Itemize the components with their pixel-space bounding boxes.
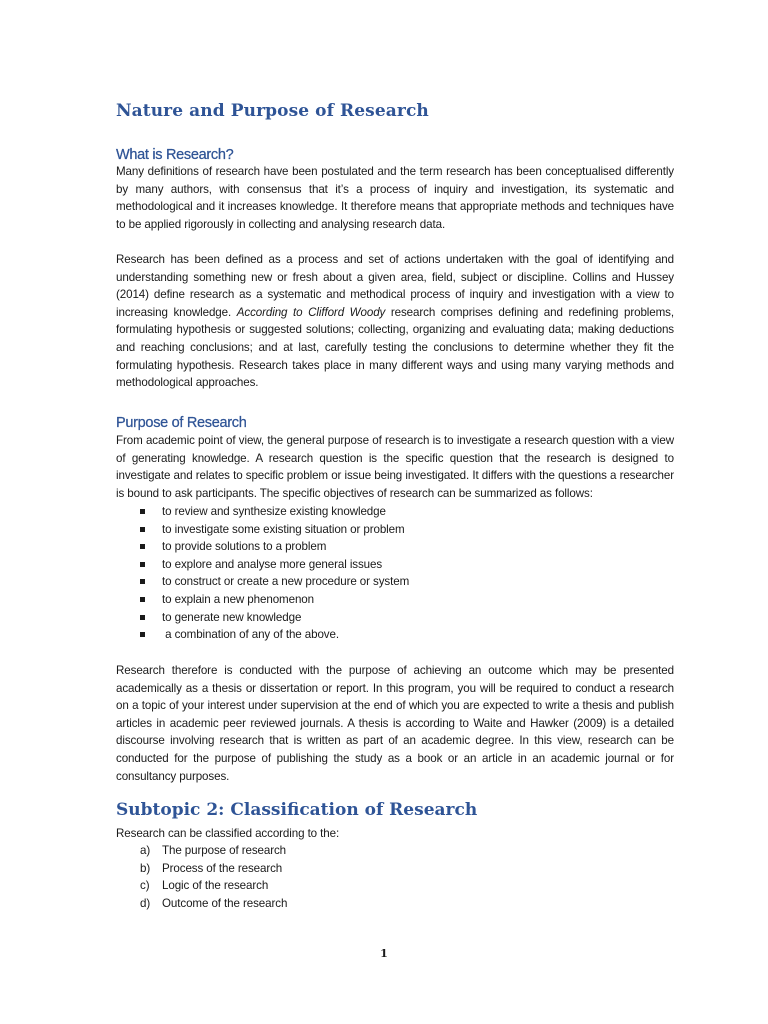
list-item [140,842,287,860]
list-marker: b) [140,861,151,875]
paragraph-purpose-1: From academic point of view, the general purpose of research is to investigate a research question with a view of generating knowledge. A research question is the specific question that the research is designed to investigate and relates to specific problem or issue being investigated. It differs with the questions a researcher is bound to ask participants. The specific objectives of research can be summarized as follows: [116,434,674,500]
classification-list [140,842,287,912]
bullet-square-icon [140,615,145,620]
bullet-square-icon [140,544,145,549]
list-item [140,877,287,895]
bullet-square-icon [140,579,145,584]
list-marker: c) [140,879,150,893]
bullet-square-icon [140,509,145,514]
list-item-text: to provide solutions to a problem [162,540,327,554]
list-item-text: to construct or create a new procedure or system [162,575,410,589]
list-item [140,591,409,609]
list-item-text: to explain a new phenomenon [162,592,314,606]
paragraph-what-1: Many definitions of research have been postulated and the term research has been conceptualised differently by many authors, with consensus that it’s a process of inquiry and investigation, its systematic and methodological and it increases knowledge. It therefore means that appropriate methods and techniques have to be applied rigorously in collecting and analysing research data. [116,165,674,231]
objectives-list [140,503,409,644]
subtopic-heading: Subtopic 2: Classification of Research [116,800,478,820]
list-item-text: Outcome of the research [162,896,288,910]
subtopic-intro: Research can be classified according to the: [116,827,340,840]
bullet-square-icon [140,562,145,567]
paragraph-what-2-part-1: Research has been defined as a process and set of actions undertaken with the goal of identifying and understanding something new or fresh about a given area, field, subject or discipline. Collins and Hussey (2014) define research as a systematic and methodical process of inquiry and investigation with a view to increasing knowledge. [116,253,674,319]
list-item-text: to review and synthesize existing knowledge [162,505,386,518]
list-item-text: The purpose of research [162,844,287,857]
paragraph-what-2-italic: According to Clifford Woody [236,305,386,319]
list-item [140,556,409,574]
list-item [140,573,409,591]
list-item [140,609,409,627]
list-item-text: to explore and analyse more general issues [162,557,383,571]
paragraph-purpose-2: Research therefore is conducted with the purpose of achieving an outcome which may be presented academically as a thesis or dissertation or report. In this program, you will be required to conduct a research on a topic of your interest under supervision at the end of which you are expected to write a thesis and publish articles in academic peer reviewed journals. A thesis is according to Waite and Hawker (2009) is a detailed discourse involving research that is written as part of an academic degree. In this view, research can be conducted for the purpose of publishing the study as a book or an article in an academic journal or for consultancy purposes. [116,664,674,783]
list-item [140,860,287,878]
heading-what-is-research: What is Research? [116,147,234,163]
bullet-square-icon [140,527,145,532]
paragraph-what-2-part-2: research comprises defining and redefining problems, formulating hypothesis or suggested solutions; collecting, organizing and evaluating data; making deductions and reaching conclusions; and at last, carefully testing the conclusions to determine whether they fit the formulating hypothesis. Research takes place in many different ways and using many varying methods and methodological approaches. [116,305,674,390]
list-item-text: to investigate some existing situation or problem [162,522,405,536]
bullet-square-icon [140,597,145,602]
list-marker: a) [140,844,151,857]
page-number: 1 [380,947,388,960]
list-item-text: to generate new knowledge [162,610,302,624]
list-item [140,895,287,913]
list-item [140,538,409,556]
list-marker: d) [140,896,151,910]
paragraph-what-2 [116,251,674,392]
list-item [140,626,409,644]
list-item [140,503,409,521]
list-item-text: Logic of the research [162,879,269,893]
heading-purpose-of-research: Purpose of Research [116,415,247,431]
list-item [140,521,409,539]
list-item-text: Process of the research [162,861,283,875]
page-title: Nature and Purpose of Research [116,101,429,121]
bullet-square-icon [140,632,145,637]
list-item-text: a combination of any of the above. [162,628,339,642]
